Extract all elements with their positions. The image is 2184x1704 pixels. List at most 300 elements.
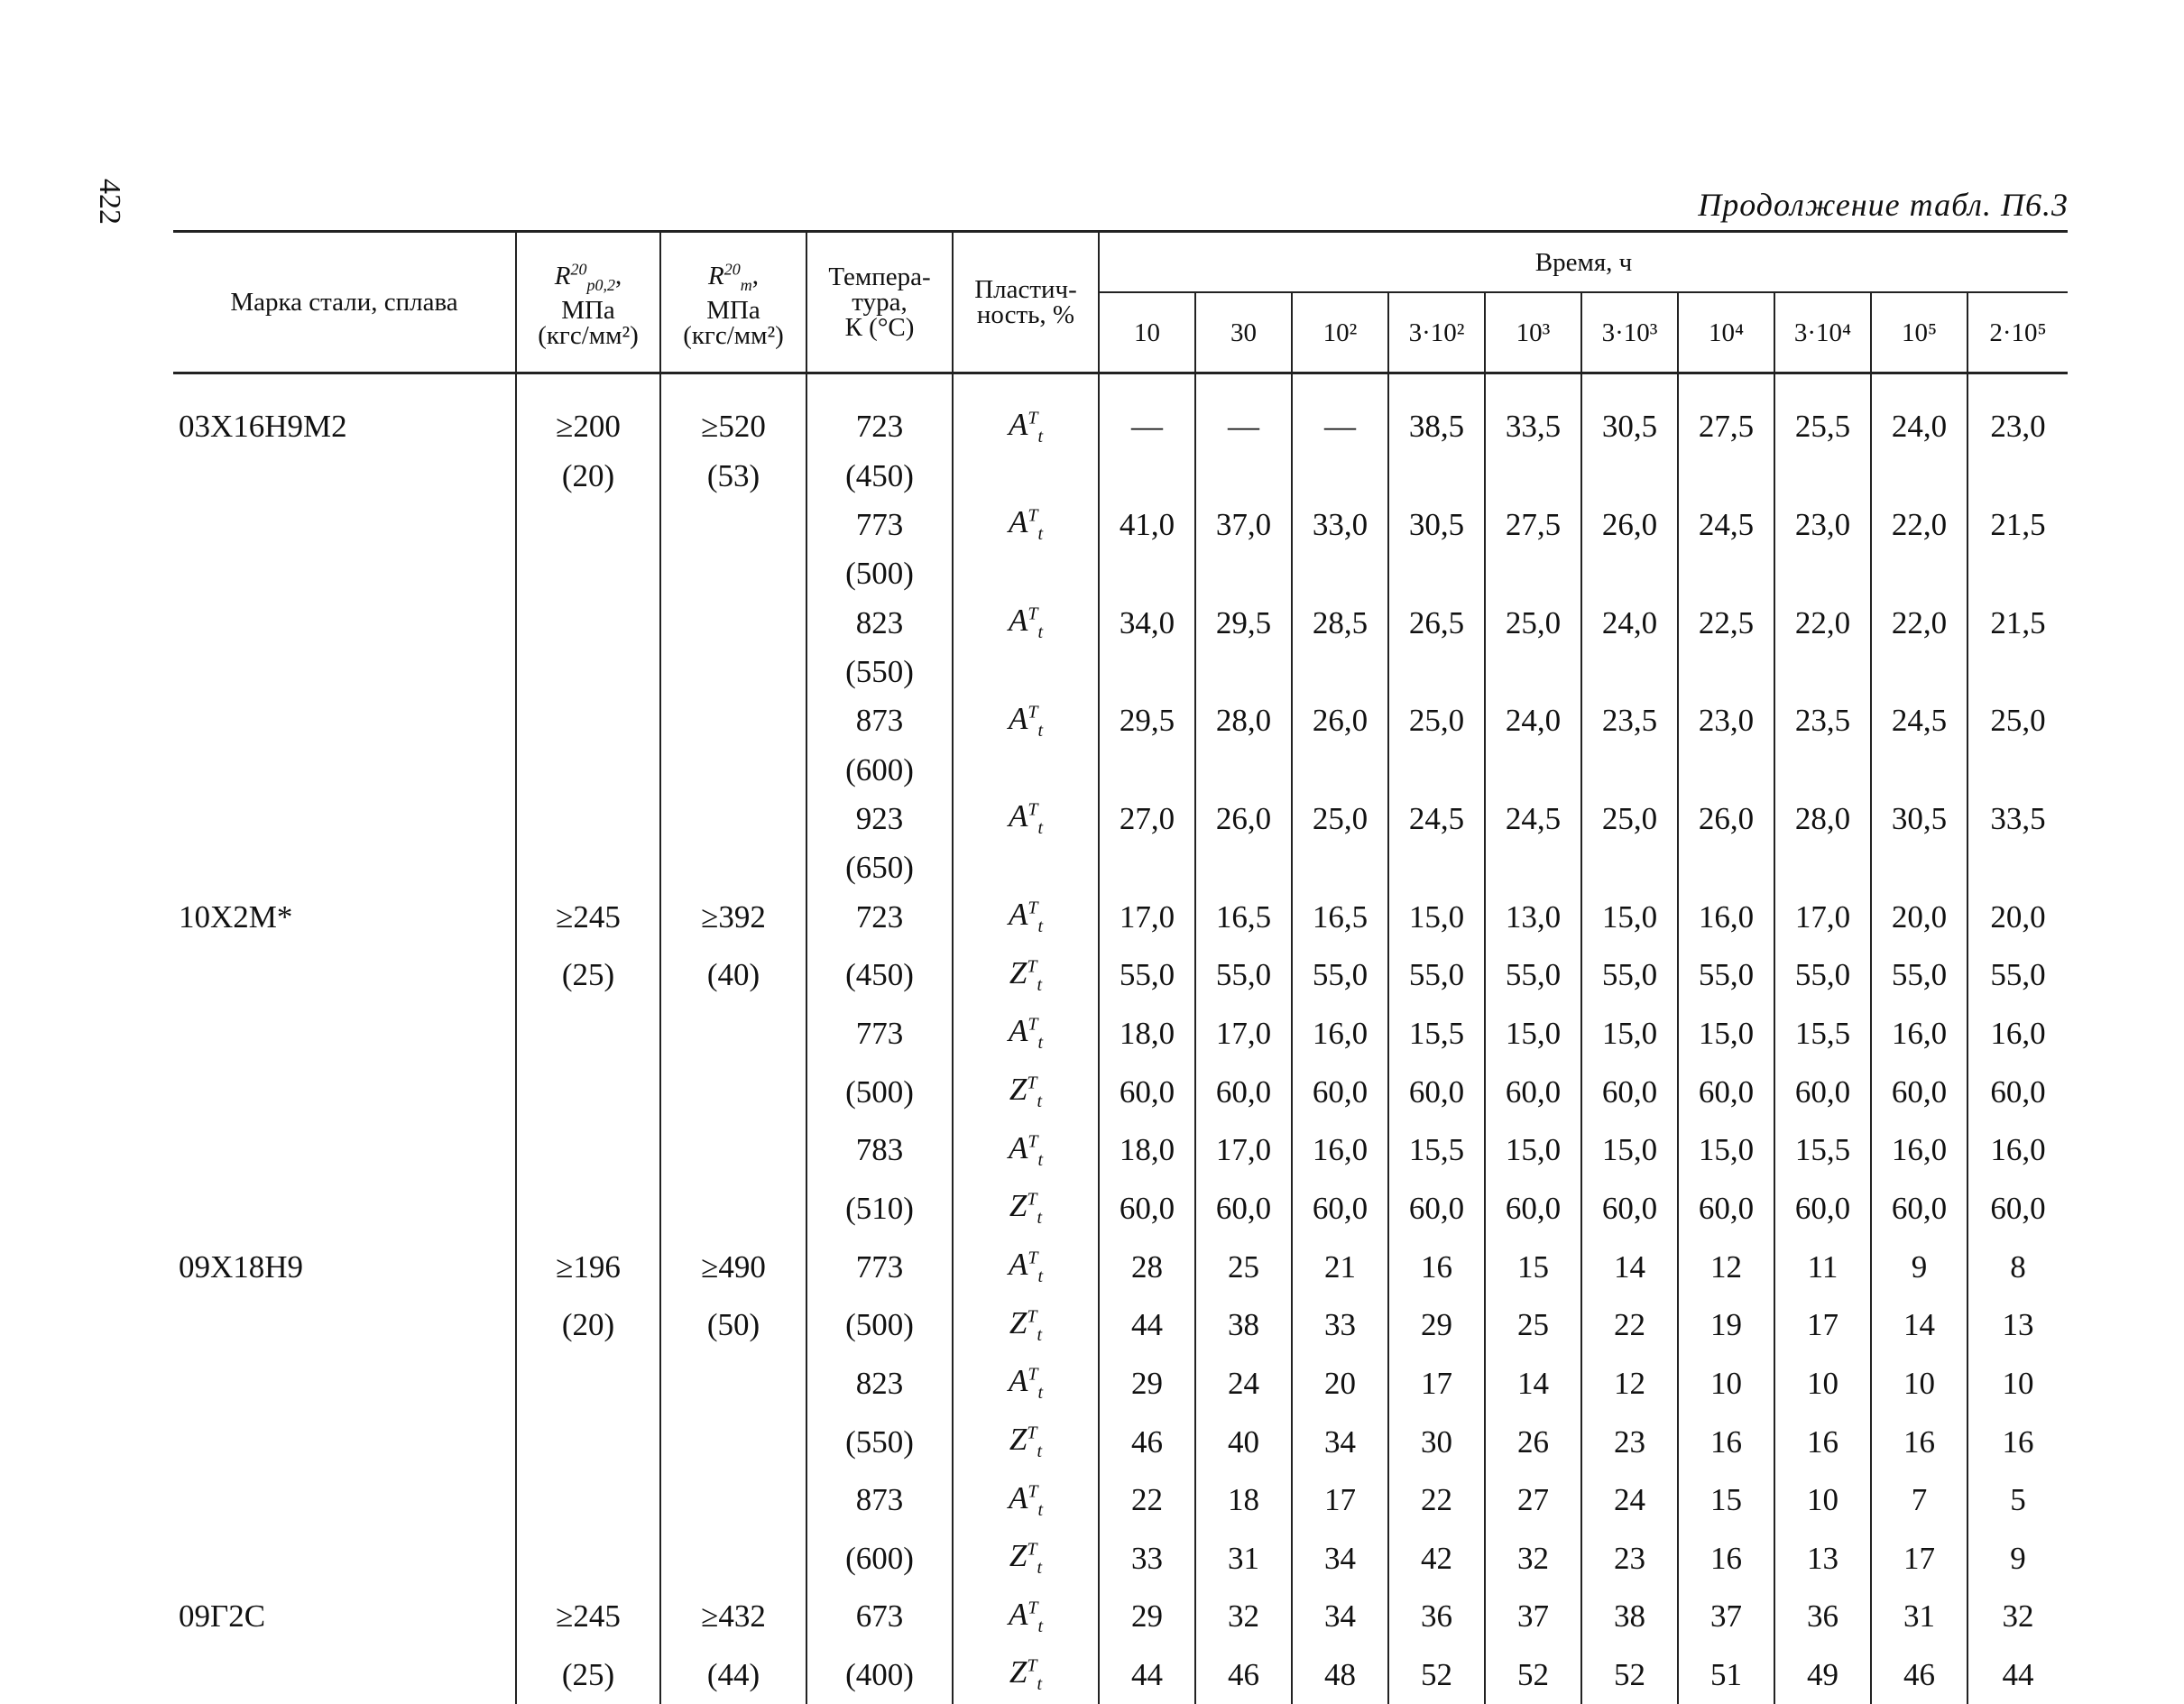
value-cell	[1388, 751, 1485, 790]
table-row	[173, 594, 2068, 652]
yield-strength-cell	[516, 848, 660, 888]
value-cell: 29,5	[1195, 594, 1292, 652]
value-cell: 16,0	[1292, 1005, 1388, 1064]
value-cell	[1774, 554, 1871, 594]
value-cell: 36	[1388, 1588, 1485, 1646]
yield-strength-cell	[516, 1063, 660, 1121]
value-cell: 24,5	[1485, 790, 1581, 849]
tensile-strength-cell	[660, 554, 806, 594]
header-time-col: 3·10³	[1581, 292, 1678, 373]
plasticity-symbol-cell: $A^T_t$	[953, 1005, 1099, 1064]
value-cell: 55,0	[1774, 946, 1871, 1005]
value-cell: —	[1195, 373, 1292, 456]
value-cell: 16,0	[1292, 1121, 1388, 1180]
value-cell: 15,5	[1388, 1121, 1485, 1180]
value-cell: 24,5	[1871, 692, 1967, 751]
header-time-group: Время, ч	[1099, 232, 2068, 293]
temperature-cell: (510)	[806, 1180, 953, 1239]
value-cell: 32	[1195, 1588, 1292, 1646]
plasticity-symbol-cell	[953, 554, 1099, 594]
plasticity-symbol-cell: $A^T_t$	[953, 1355, 1099, 1414]
value-cell: 34	[1292, 1530, 1388, 1589]
plasticity-symbol-cell: $A^T_t$	[953, 1471, 1099, 1530]
value-cell: 18,0	[1099, 1005, 1195, 1064]
yield-strength-cell	[516, 1530, 660, 1589]
value-cell: 23,0	[1678, 692, 1774, 751]
value-cell: 23,0	[1774, 496, 1871, 555]
value-cell: 27,5	[1678, 373, 1774, 456]
value-cell: 15,0	[1581, 1121, 1678, 1180]
tensile-strength-cell	[660, 1005, 806, 1064]
value-cell	[1195, 652, 1292, 692]
value-cell	[1388, 652, 1485, 692]
value-cell: 38	[1195, 1296, 1292, 1355]
value-cell: 22	[1388, 1471, 1485, 1530]
plasticity-symbol-cell: $A^T_t$	[953, 790, 1099, 849]
value-cell: 7	[1871, 1471, 1967, 1530]
value-cell: 16,0	[1871, 1005, 1967, 1064]
value-cell: 48	[1292, 1646, 1388, 1704]
value-cell: 29	[1388, 1296, 1485, 1355]
temperature-cell: (600)	[806, 751, 953, 790]
value-cell: 24	[1581, 1471, 1678, 1530]
yield-strength-cell: (25)	[516, 946, 660, 1005]
value-cell: 60,0	[1195, 1063, 1292, 1121]
temperature-cell: 773	[806, 1005, 953, 1064]
value-cell: 60,0	[1774, 1180, 1871, 1239]
table-row	[173, 1413, 2068, 1471]
plasticity-symbol-cell: $A^T_t$	[953, 1588, 1099, 1646]
tensile-strength-cell	[660, 1355, 806, 1414]
value-cell: 13,0	[1485, 888, 1581, 946]
value-cell	[1292, 652, 1388, 692]
steel-grade-cell	[173, 848, 516, 888]
tensile-strength-cell	[660, 1180, 806, 1239]
table-row	[173, 496, 2068, 555]
value-cell: 13	[1967, 1296, 2068, 1355]
header-plasticity: Пластич- ность, %	[953, 232, 1099, 373]
value-cell: 60,0	[1292, 1180, 1388, 1239]
header-yield-strength: $R^{20}_{p0,2}$, МПа (кгс/мм²)	[516, 232, 660, 373]
steel-grade-cell	[173, 692, 516, 751]
table-row	[173, 1296, 2068, 1355]
plasticity-symbol-cell: $A^T_t$	[953, 692, 1099, 751]
value-cell	[1485, 456, 1581, 496]
value-cell: 25,0	[1292, 790, 1388, 849]
temperature-cell: 923	[806, 790, 953, 849]
value-cell: 25	[1485, 1296, 1581, 1355]
value-cell: 26	[1485, 1413, 1581, 1471]
value-cell: 44	[1099, 1646, 1195, 1704]
tensile-strength-cell: (40)	[660, 946, 806, 1005]
value-cell: 52	[1388, 1646, 1485, 1704]
value-cell: 17	[1292, 1471, 1388, 1530]
value-cell: 37	[1678, 1588, 1774, 1646]
temperature-cell: 673	[806, 1588, 953, 1646]
plasticity-symbol-cell: $Z^T_t$	[953, 946, 1099, 1005]
value-cell	[1678, 652, 1774, 692]
value-cell: 40	[1195, 1413, 1292, 1471]
steel-grade-cell	[173, 1121, 516, 1180]
temperature-cell: 773	[806, 1238, 953, 1296]
value-cell	[1774, 751, 1871, 790]
plasticity-symbol-cell	[953, 751, 1099, 790]
value-cell	[1195, 848, 1292, 888]
value-cell: 60,0	[1581, 1063, 1678, 1121]
steel-grade-cell	[173, 1296, 516, 1355]
value-cell: 22,0	[1774, 594, 1871, 652]
temperature-cell: (500)	[806, 1063, 953, 1121]
value-cell: 44	[1099, 1296, 1195, 1355]
value-cell: 15	[1678, 1471, 1774, 1530]
value-cell: 33,5	[1485, 373, 1581, 456]
temperature-cell: (600)	[806, 1530, 953, 1589]
value-cell: 20	[1292, 1355, 1388, 1414]
steel-grade-cell: 10Х2М*	[179, 898, 293, 935]
steel-grade-cell	[173, 751, 516, 790]
tensile-strength-cell	[660, 1413, 806, 1471]
value-cell: 29,5	[1099, 692, 1195, 751]
value-cell: 46	[1195, 1646, 1292, 1704]
value-cell: 25,0	[1388, 692, 1485, 751]
value-cell	[1195, 456, 1292, 496]
table-row	[173, 888, 2068, 946]
data-table	[173, 230, 2068, 1704]
value-cell: 25,5	[1774, 373, 1871, 456]
table-row	[173, 1121, 2068, 1180]
value-cell: 60,0	[1774, 1063, 1871, 1121]
value-cell: 5	[1967, 1471, 2068, 1530]
value-cell: 20,0	[1967, 888, 2068, 946]
value-cell	[1871, 751, 1967, 790]
value-cell: 18	[1195, 1471, 1292, 1530]
value-cell	[1099, 751, 1195, 790]
value-cell: 10	[1774, 1471, 1871, 1530]
steel-grade-cell	[173, 554, 516, 594]
value-cell: 20,0	[1871, 888, 1967, 946]
table-row	[173, 1180, 2068, 1239]
value-cell: 12	[1678, 1238, 1774, 1296]
value-cell: 34	[1292, 1413, 1388, 1471]
tensile-strength-cell	[660, 848, 806, 888]
yield-strength-cell: (25)	[516, 1646, 660, 1704]
value-cell: 22	[1099, 1471, 1195, 1530]
header-time-col: 10³	[1485, 292, 1581, 373]
value-cell: 24,0	[1581, 594, 1678, 652]
value-cell: 16	[1774, 1413, 1871, 1471]
value-cell: 21,5	[1967, 496, 2068, 555]
tensile-strength-cell	[660, 652, 806, 692]
value-cell: 17,0	[1099, 888, 1195, 946]
value-cell: 16	[1871, 1413, 1967, 1471]
table-row	[173, 554, 2068, 594]
value-cell: 22,0	[1871, 594, 1967, 652]
value-cell	[1678, 456, 1774, 496]
value-cell: 26,0	[1195, 790, 1292, 849]
value-cell: 15	[1485, 1238, 1581, 1296]
value-cell: 55,0	[1099, 946, 1195, 1005]
plasticity-symbol-cell: $A^T_t$	[953, 888, 1099, 946]
tensile-strength-cell	[660, 1121, 806, 1180]
value-cell: 60,0	[1099, 1180, 1195, 1239]
value-cell: 11	[1774, 1238, 1871, 1296]
value-cell: 37	[1485, 1588, 1581, 1646]
value-cell	[1099, 456, 1195, 496]
steel-grade-cell	[173, 594, 516, 652]
value-cell: 33,0	[1292, 496, 1388, 555]
table-row	[173, 751, 2068, 790]
plasticity-symbol-cell: $A^T_t$	[953, 496, 1099, 555]
tensile-strength-cell: (50)	[660, 1296, 806, 1355]
value-cell: 25,0	[1967, 692, 2068, 751]
value-cell: 55,0	[1195, 946, 1292, 1005]
tensile-strength-cell	[660, 496, 806, 555]
value-cell: 14	[1581, 1238, 1678, 1296]
tensile-strength-cell: (53)	[660, 456, 806, 496]
value-cell: 60,0	[1678, 1180, 1774, 1239]
value-cell	[1871, 456, 1967, 496]
header-grade: Марка стали, сплава	[173, 232, 516, 373]
yield-strength-cell: (20)	[516, 456, 660, 496]
table-row	[173, 946, 2068, 1005]
value-cell: 18,0	[1099, 1121, 1195, 1180]
value-cell: 24,5	[1678, 496, 1774, 555]
temperature-cell: (500)	[806, 554, 953, 594]
value-cell: 23	[1581, 1413, 1678, 1471]
table-row	[173, 1005, 2068, 1064]
value-cell: 32	[1967, 1588, 2068, 1646]
temperature-cell: (550)	[806, 652, 953, 692]
value-cell: 32	[1485, 1530, 1581, 1589]
value-cell: 16,0	[1678, 888, 1774, 946]
value-cell	[1871, 554, 1967, 594]
value-cell	[1099, 554, 1195, 594]
value-cell	[1195, 554, 1292, 594]
value-cell: 21	[1292, 1238, 1388, 1296]
table-caption: Продолжение табл. П6.3	[1698, 187, 2069, 223]
value-cell: 24,0	[1871, 373, 1967, 456]
steel-grade-cell: 09Х18Н9	[179, 1248, 304, 1285]
temperature-cell: 773	[806, 496, 953, 555]
value-cell: 49	[1774, 1646, 1871, 1704]
value-cell: 25,0	[1485, 594, 1581, 652]
value-cell: 30,5	[1388, 496, 1485, 555]
value-cell: 60,0	[1967, 1063, 2068, 1121]
steel-grade-cell: 09Г2С	[179, 1598, 266, 1635]
value-cell: 28,5	[1292, 594, 1388, 652]
yield-strength-cell	[516, 594, 660, 652]
header-time-col: 3·10²	[1388, 292, 1485, 373]
value-cell: 15,5	[1774, 1005, 1871, 1064]
steel-grade-cell: 03Х16Н9М2	[179, 409, 347, 445]
value-cell: 30,5	[1581, 373, 1678, 456]
value-cell: 24,0	[1485, 692, 1581, 751]
steel-grade-cell	[173, 790, 516, 849]
value-cell: 60,0	[1485, 1063, 1581, 1121]
yield-strength-cell	[516, 751, 660, 790]
header-time-col: 10	[1099, 292, 1195, 373]
table-row	[173, 1646, 2068, 1704]
value-cell	[1388, 848, 1485, 888]
yield-strength-cell	[516, 1471, 660, 1530]
header-temperature: Темпера- тура, К (°С)	[806, 232, 953, 373]
temperature-cell: (550)	[806, 1413, 953, 1471]
header-time-col: 10⁵	[1871, 292, 1967, 373]
value-cell: 29	[1099, 1588, 1195, 1646]
tensile-strength-cell	[660, 692, 806, 751]
value-cell: 28	[1099, 1238, 1195, 1296]
tensile-strength-cell: (44)	[660, 1646, 806, 1704]
value-cell	[1967, 848, 2068, 888]
value-cell: 55,0	[1967, 946, 2068, 1005]
value-cell: —	[1099, 373, 1195, 456]
value-cell	[1099, 848, 1195, 888]
plasticity-symbol-cell	[953, 652, 1099, 692]
header-tensile-strength: $R^{20}_m$, МПа (кгс/мм²)	[660, 232, 806, 373]
value-cell: 17,0	[1195, 1121, 1292, 1180]
tensile-strength-cell: ≥432	[660, 1588, 806, 1646]
value-cell: 16,0	[1967, 1121, 2068, 1180]
value-cell: 10	[1678, 1355, 1774, 1414]
value-cell	[1678, 554, 1774, 594]
value-cell: 22,0	[1871, 496, 1967, 555]
yield-strength-cell	[516, 1121, 660, 1180]
temperature-cell: 723	[806, 888, 953, 946]
value-cell: 10	[1871, 1355, 1967, 1414]
value-cell: 15,0	[1485, 1005, 1581, 1064]
value-cell: 19	[1678, 1296, 1774, 1355]
header-time-col: 3·10⁴	[1774, 292, 1871, 373]
steel-grade-cell	[173, 1063, 516, 1121]
tensile-strength-cell: ≥490	[660, 1238, 806, 1296]
value-cell: 55,0	[1678, 946, 1774, 1005]
tensile-strength-cell: ≥520	[660, 373, 806, 456]
value-cell: —	[1292, 373, 1388, 456]
value-cell: 15,0	[1678, 1005, 1774, 1064]
value-cell: 55,0	[1871, 946, 1967, 1005]
plasticity-symbol-cell: $A^T_t$	[953, 594, 1099, 652]
value-cell: 26,0	[1678, 790, 1774, 849]
value-cell	[1774, 652, 1871, 692]
value-cell: 24	[1195, 1355, 1292, 1414]
value-cell: 27,0	[1099, 790, 1195, 849]
value-cell	[1774, 456, 1871, 496]
value-cell: 24,5	[1388, 790, 1485, 849]
steel-grade-cell	[173, 1180, 516, 1239]
temperature-cell: (500)	[806, 1296, 953, 1355]
yield-strength-cell	[516, 790, 660, 849]
plasticity-symbol-cell: $A^T_t$	[953, 1238, 1099, 1296]
value-cell: 17	[1388, 1355, 1485, 1414]
tensile-strength-cell	[660, 594, 806, 652]
table-row	[173, 652, 2068, 692]
temperature-cell: (400)	[806, 1646, 953, 1704]
steel-grade-cell	[173, 946, 516, 1005]
value-cell: 60,0	[1871, 1063, 1967, 1121]
value-cell	[1099, 652, 1195, 692]
table-row	[173, 1063, 2068, 1121]
value-cell: 55,0	[1485, 946, 1581, 1005]
value-cell: 8	[1967, 1238, 2068, 1296]
value-cell: 52	[1581, 1646, 1678, 1704]
value-cell	[1292, 456, 1388, 496]
value-cell: 60,0	[1678, 1063, 1774, 1121]
value-cell: 16,5	[1292, 888, 1388, 946]
steel-grade-cell	[173, 1530, 516, 1589]
value-cell: 23	[1581, 1530, 1678, 1589]
temperature-cell: (450)	[806, 456, 953, 496]
steel-grade-cell	[173, 1005, 516, 1064]
value-cell: 31	[1871, 1588, 1967, 1646]
value-cell: 42	[1388, 1530, 1485, 1589]
value-cell: 30	[1388, 1413, 1485, 1471]
value-cell: 60,0	[1099, 1063, 1195, 1121]
tensile-strength-cell	[660, 1530, 806, 1589]
steel-grade-cell	[173, 496, 516, 555]
value-cell: 34,0	[1099, 594, 1195, 652]
header-time-col: 30	[1195, 292, 1292, 373]
value-cell: 33,5	[1967, 790, 2068, 849]
value-cell: 16,5	[1195, 888, 1292, 946]
value-cell	[1292, 848, 1388, 888]
value-cell: 26,0	[1581, 496, 1678, 555]
plasticity-symbol-cell: $Z^T_t$	[953, 1063, 1099, 1121]
value-cell: 15,5	[1774, 1121, 1871, 1180]
value-cell: 37,0	[1195, 496, 1292, 555]
temperature-cell: 783	[806, 1121, 953, 1180]
value-cell: 29	[1099, 1355, 1195, 1414]
value-cell: 34	[1292, 1588, 1388, 1646]
yield-strength-cell: ≥196	[516, 1238, 660, 1296]
value-cell	[1581, 554, 1678, 594]
value-cell: 23,5	[1581, 692, 1678, 751]
value-cell: 41,0	[1099, 496, 1195, 555]
table-row	[173, 1471, 2068, 1530]
value-cell: 52	[1485, 1646, 1581, 1704]
value-cell: 36	[1774, 1588, 1871, 1646]
value-cell: 60,0	[1388, 1180, 1485, 1239]
value-cell: 38	[1581, 1588, 1678, 1646]
steel-grade-cell	[173, 456, 516, 496]
value-cell: 22,5	[1678, 594, 1774, 652]
value-cell: 16	[1678, 1530, 1774, 1589]
yield-strength-cell: ≥245	[516, 1588, 660, 1646]
value-cell: 33	[1292, 1296, 1388, 1355]
yield-strength-cell	[516, 1413, 660, 1471]
header-time-col: 2·10⁵	[1967, 292, 2068, 373]
value-cell: 13	[1774, 1530, 1871, 1589]
tensile-strength-cell	[660, 751, 806, 790]
value-cell	[1774, 848, 1871, 888]
value-cell: 16	[1967, 1413, 2068, 1471]
value-cell	[1195, 751, 1292, 790]
value-cell	[1388, 554, 1485, 594]
value-cell: 14	[1871, 1296, 1967, 1355]
value-cell	[1871, 848, 1967, 888]
value-cell: 60,0	[1967, 1180, 2068, 1239]
yield-strength-cell: (20)	[516, 1296, 660, 1355]
value-cell: 60,0	[1485, 1180, 1581, 1239]
value-cell: 17	[1871, 1530, 1967, 1589]
yield-strength-cell	[516, 652, 660, 692]
value-cell	[1871, 652, 1967, 692]
header-time-col: 10⁴	[1678, 292, 1774, 373]
value-cell	[1678, 848, 1774, 888]
table-row	[173, 692, 2068, 751]
value-cell: 60,0	[1292, 1063, 1388, 1121]
tensile-strength-cell	[660, 1063, 806, 1121]
value-cell: 14	[1485, 1355, 1581, 1414]
